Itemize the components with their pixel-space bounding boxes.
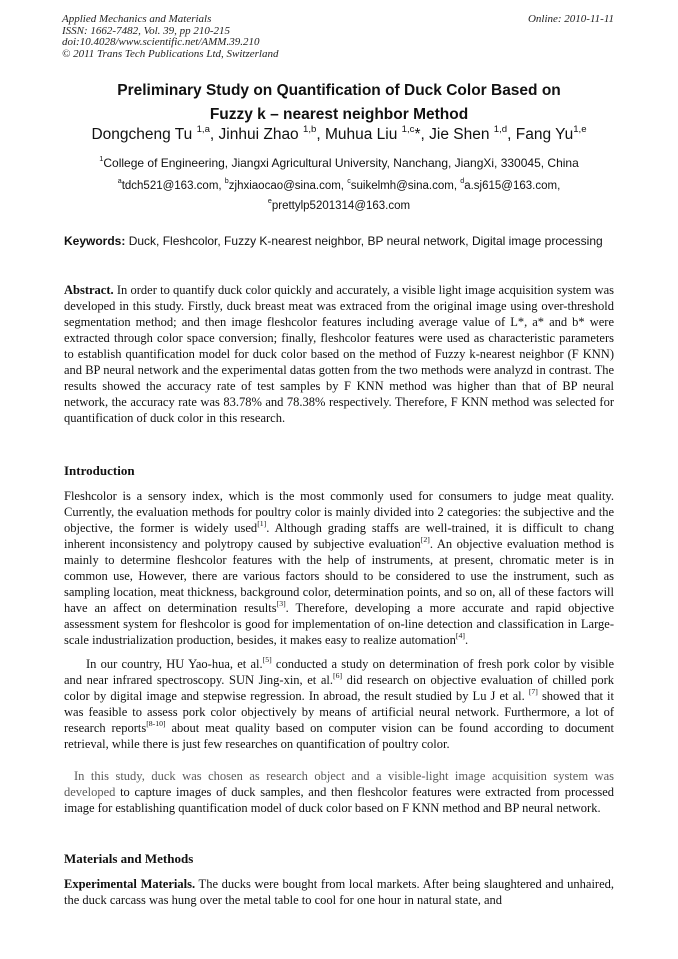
- text-run: Fleshcolor is a sensory index, which is the most commonly used for consumers to judge meat quality. Currently, the evaluation methods for poultry color is mainly divided into 2 categories: the subjective and the objective, the former is widely used: [64, 489, 614, 535]
- paper-title-line-1: Preliminary Study on Quantification of Duck Color Based on: [117, 82, 561, 99]
- abstract: [64, 282, 614, 426]
- author-affil-mark: 1,e: [573, 123, 587, 135]
- intro-paragraph-2: [64, 656, 614, 752]
- email-line-2: [30, 197, 648, 212]
- email-mark: b: [224, 177, 229, 186]
- text-run: . Therefore, developing a more accurate and rapid objective assessment system for fleshcolor is good for implementation of on-line detection and classification in Large-scale industrialization production, besides, it makes easy to realize automation: [64, 601, 614, 647]
- section-heading-introduction: Introduction: [64, 463, 135, 478]
- paper-title-line-2: Fuzzy k – nearest neighbor Method: [209, 106, 469, 123]
- keywords-label: Keywords:: [64, 234, 126, 248]
- email-mark: d: [460, 177, 465, 186]
- author-affil-mark: 1,b: [303, 123, 317, 135]
- text-run: In this study, duck was chosen as research object and a visible-light image acquisition system was developed: [64, 769, 614, 799]
- citation: [8-10]: [146, 719, 166, 729]
- author-name: Muhua Liu: [324, 126, 402, 143]
- author-affil-mark: 1,a: [196, 123, 210, 135]
- author-name: Dongcheng Tu: [91, 126, 197, 143]
- citation: [5]: [262, 655, 272, 665]
- keywords-text: Duck, Fleshcolor, Fuzzy K-nearest neighbor, BP neural network, Digital image processing: [125, 234, 603, 248]
- text-run: . An objective evaluation method is mainly to determine fleshcolor features with the help of instruments, at present, chromatic meter is in common use, However, there are various factors should to be considered to use the instrument, such as sampling location, meat thickness, background color, determination points, and so on, all of these factors will have an affect on determination results: [64, 537, 615, 615]
- abstract-label: Abstract.: [64, 283, 114, 297]
- text-run: to capture images of duck samples, and then fleshcolor features were extracted from processed image for establishing quantification model of duck color based on F KNN method and BP neural network.: [64, 785, 614, 815]
- email-b[interactable]: zjhxiaocao@sina.com: [228, 180, 341, 192]
- keywords: [64, 233, 614, 249]
- text-run: . Although grading staffs are well-trained, it is difficult to chang inherent inconsistency and polytropy caused by subjective evaluation: [64, 521, 614, 551]
- email-mark: e: [267, 197, 272, 206]
- email-mark: a: [117, 177, 122, 186]
- issn-line: ISSN: 1662-7482, Vol. 39, pp 210-215: [62, 24, 231, 37]
- email-line-1: $^a$tdch521@163.com, $^b$zjhxiaocao@sina.com, $^c$suikelmh@sina.com, $^d$a.sj615@163.com,: [117, 177, 561, 192]
- intro-paragraph-3: [64, 768, 614, 816]
- methods-text: The ducks were bought from local markets. After being slaughtered and unhaired, the duck carcass was hung over the metal table to cool for one hour in natural state, and: [64, 877, 614, 907]
- email-a[interactable]: tdch521@163.com: [121, 180, 219, 192]
- section-heading-materials-methods: Materials and Methods: [64, 851, 194, 866]
- author-affil-mark: 1,c: [401, 123, 415, 135]
- text-run: conducted a study on determination of fresh pork color by visible and near infrared spectroscopy. SUN Jing-xin, et al.: [64, 657, 614, 687]
- journal-header: [62, 14, 278, 60]
- text-run: .: [464, 633, 469, 647]
- citation: [1]: [257, 519, 267, 529]
- citation: [6]: [333, 671, 343, 681]
- author-name: Jie Shen: [429, 126, 494, 143]
- email-e[interactable]: prettylp5201314@163.com: [271, 200, 411, 212]
- email-c[interactable]: suikelmh@sina.com: [350, 180, 454, 192]
- intro-paragraph-1: [64, 488, 614, 648]
- journal-name: Applied Mechanics and Materials: [62, 13, 212, 25]
- author-affil-mark: 1,d: [493, 123, 508, 135]
- citation: [7]: [528, 687, 538, 697]
- text-run: did research on objective evaluation of chilled pork color by digital image and stepwise regression. In abroad, the result studied by Lu J et al.: [64, 673, 614, 703]
- abstract-text: In order to quantify duck color quickly and accurately, a visible light image acquisition system was developed in this study. Firstly, duck breast meat was extraced from the original image using over-threshold segmentation method; and then image fleshcolor features including average value of L*, a* and b* were extracted through color space conversion; finally, fleshcolor features were used as characteristic parameters to establish quantification model for duck color based on the method of Fuzzy k-nearest neighbor (F KNN) and BP neural network and the experimental datas gotten from the two methods were analyzd in contrast. The results showed the accuracy rate of test samples by F KNN method was higher than that of BP neural network, the accuracy rate was 83.78% and 78.38% respectively. Therefore, F KNN method was selected for quantification of duck color in this research.: [64, 283, 614, 425]
- author-list: [30, 123, 648, 144]
- email-d[interactable]: a.sj615@163.com: [464, 180, 558, 192]
- affil-mark: 1: [99, 154, 104, 164]
- author-name: Fang Yu: [515, 126, 574, 143]
- text-run: In our country, HU Yao-hua, et al.: [86, 657, 263, 671]
- citation: [2]: [420, 535, 430, 545]
- methods-subheading: Experimental Materials.: [64, 877, 196, 891]
- author-name: Jinhui Zhao: [218, 126, 303, 143]
- author-separator: ,: [507, 126, 516, 143]
- citation: [3]: [276, 599, 286, 609]
- email-mark: c: [347, 177, 351, 186]
- methods-paragraph: [64, 876, 614, 908]
- text-run: about meat quality based on computer vision can be found according to document retrieval, while there is just few researches on quantification of poultry color.: [64, 721, 615, 751]
- author-separator: ,: [316, 126, 325, 143]
- doi-line: doi:10.4028/www.scientific.net/AMM.39.210: [62, 36, 260, 48]
- affiliation-text: College of Engineering, Jiangxi Agricultural University, Nanchang, JiangXi, 330045, China: [103, 156, 579, 170]
- author-separator: *,: [414, 126, 430, 143]
- citation: [4]: [455, 631, 465, 641]
- author-separator: ,: [209, 126, 219, 143]
- affiliation: [30, 156, 648, 170]
- text-run: showed that it was feasible to assess pork color objectively by means of artificial neural network. Furthermore, a lot of research reports: [64, 689, 614, 735]
- online-date: Online: 2010-11-11: [527, 13, 614, 25]
- copyright-line: © 2011 Trans Tech Publications Ltd, Switzerland: [62, 47, 279, 60]
